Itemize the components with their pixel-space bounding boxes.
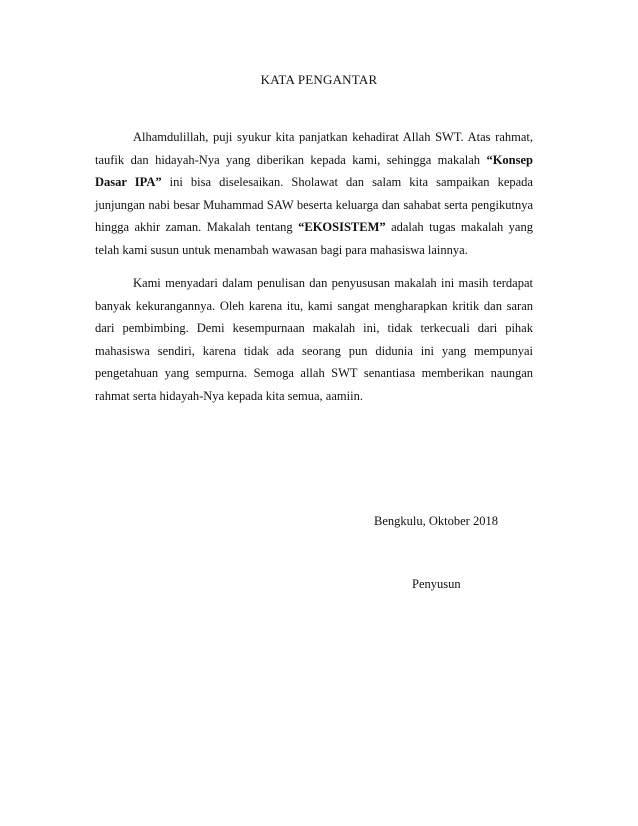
book-title-bold: “Konsep Dasar IPA” xyxy=(95,152,533,190)
paragraph-text: adalah tugas makalah yang telah kami susun untuk menambah wawasan bagi para mahasiswa lainnya. xyxy=(95,220,533,257)
page-title: KATA PENGANTAR xyxy=(260,72,378,87)
paragraph-acknowledgement xyxy=(95,126,533,262)
paragraph-text: Alhamdulillah, puji syukur kita panjatkan kehadirat Allah SWT. Atas rahmat, taufik dan hidayah-Nya yang diberikan kepada kami, sehingga makalah xyxy=(95,130,533,167)
place-date: Bengkulu, Oktober 2018 xyxy=(374,514,498,528)
author-signature: Penyusun xyxy=(412,577,461,591)
paragraph-apology: Kami menyadari dalam penulisan dan penyususan makalah ini masih terdapat banyak kekurangannya. Oleh karena itu, kami sangat mengharapkan kritik dan saran dari pembimbing. Demi kesempurnaan makalah ini, tidak terkecuali dari pihak mahasiswa sendiri, karena tidak ada seorang pun didunia ini yang mempunyai pengetahuan yang sempurna. Semoga allah SWT senantiasa memberikan naungan rahmat serta hidayah-Nya kepada kita semua, aamiin. xyxy=(95,276,533,403)
topic-title-bold: “EKOSISTEM” xyxy=(298,220,386,235)
paragraph-text: ini bisa diselesaikan. Sholawat dan salam kita sampaikan kepada junjungan nabi besar Muhammad SAW beserta keluarga dan sahabat serta pengikutnya hingga akhir zaman. Makalah tentang xyxy=(95,175,533,235)
